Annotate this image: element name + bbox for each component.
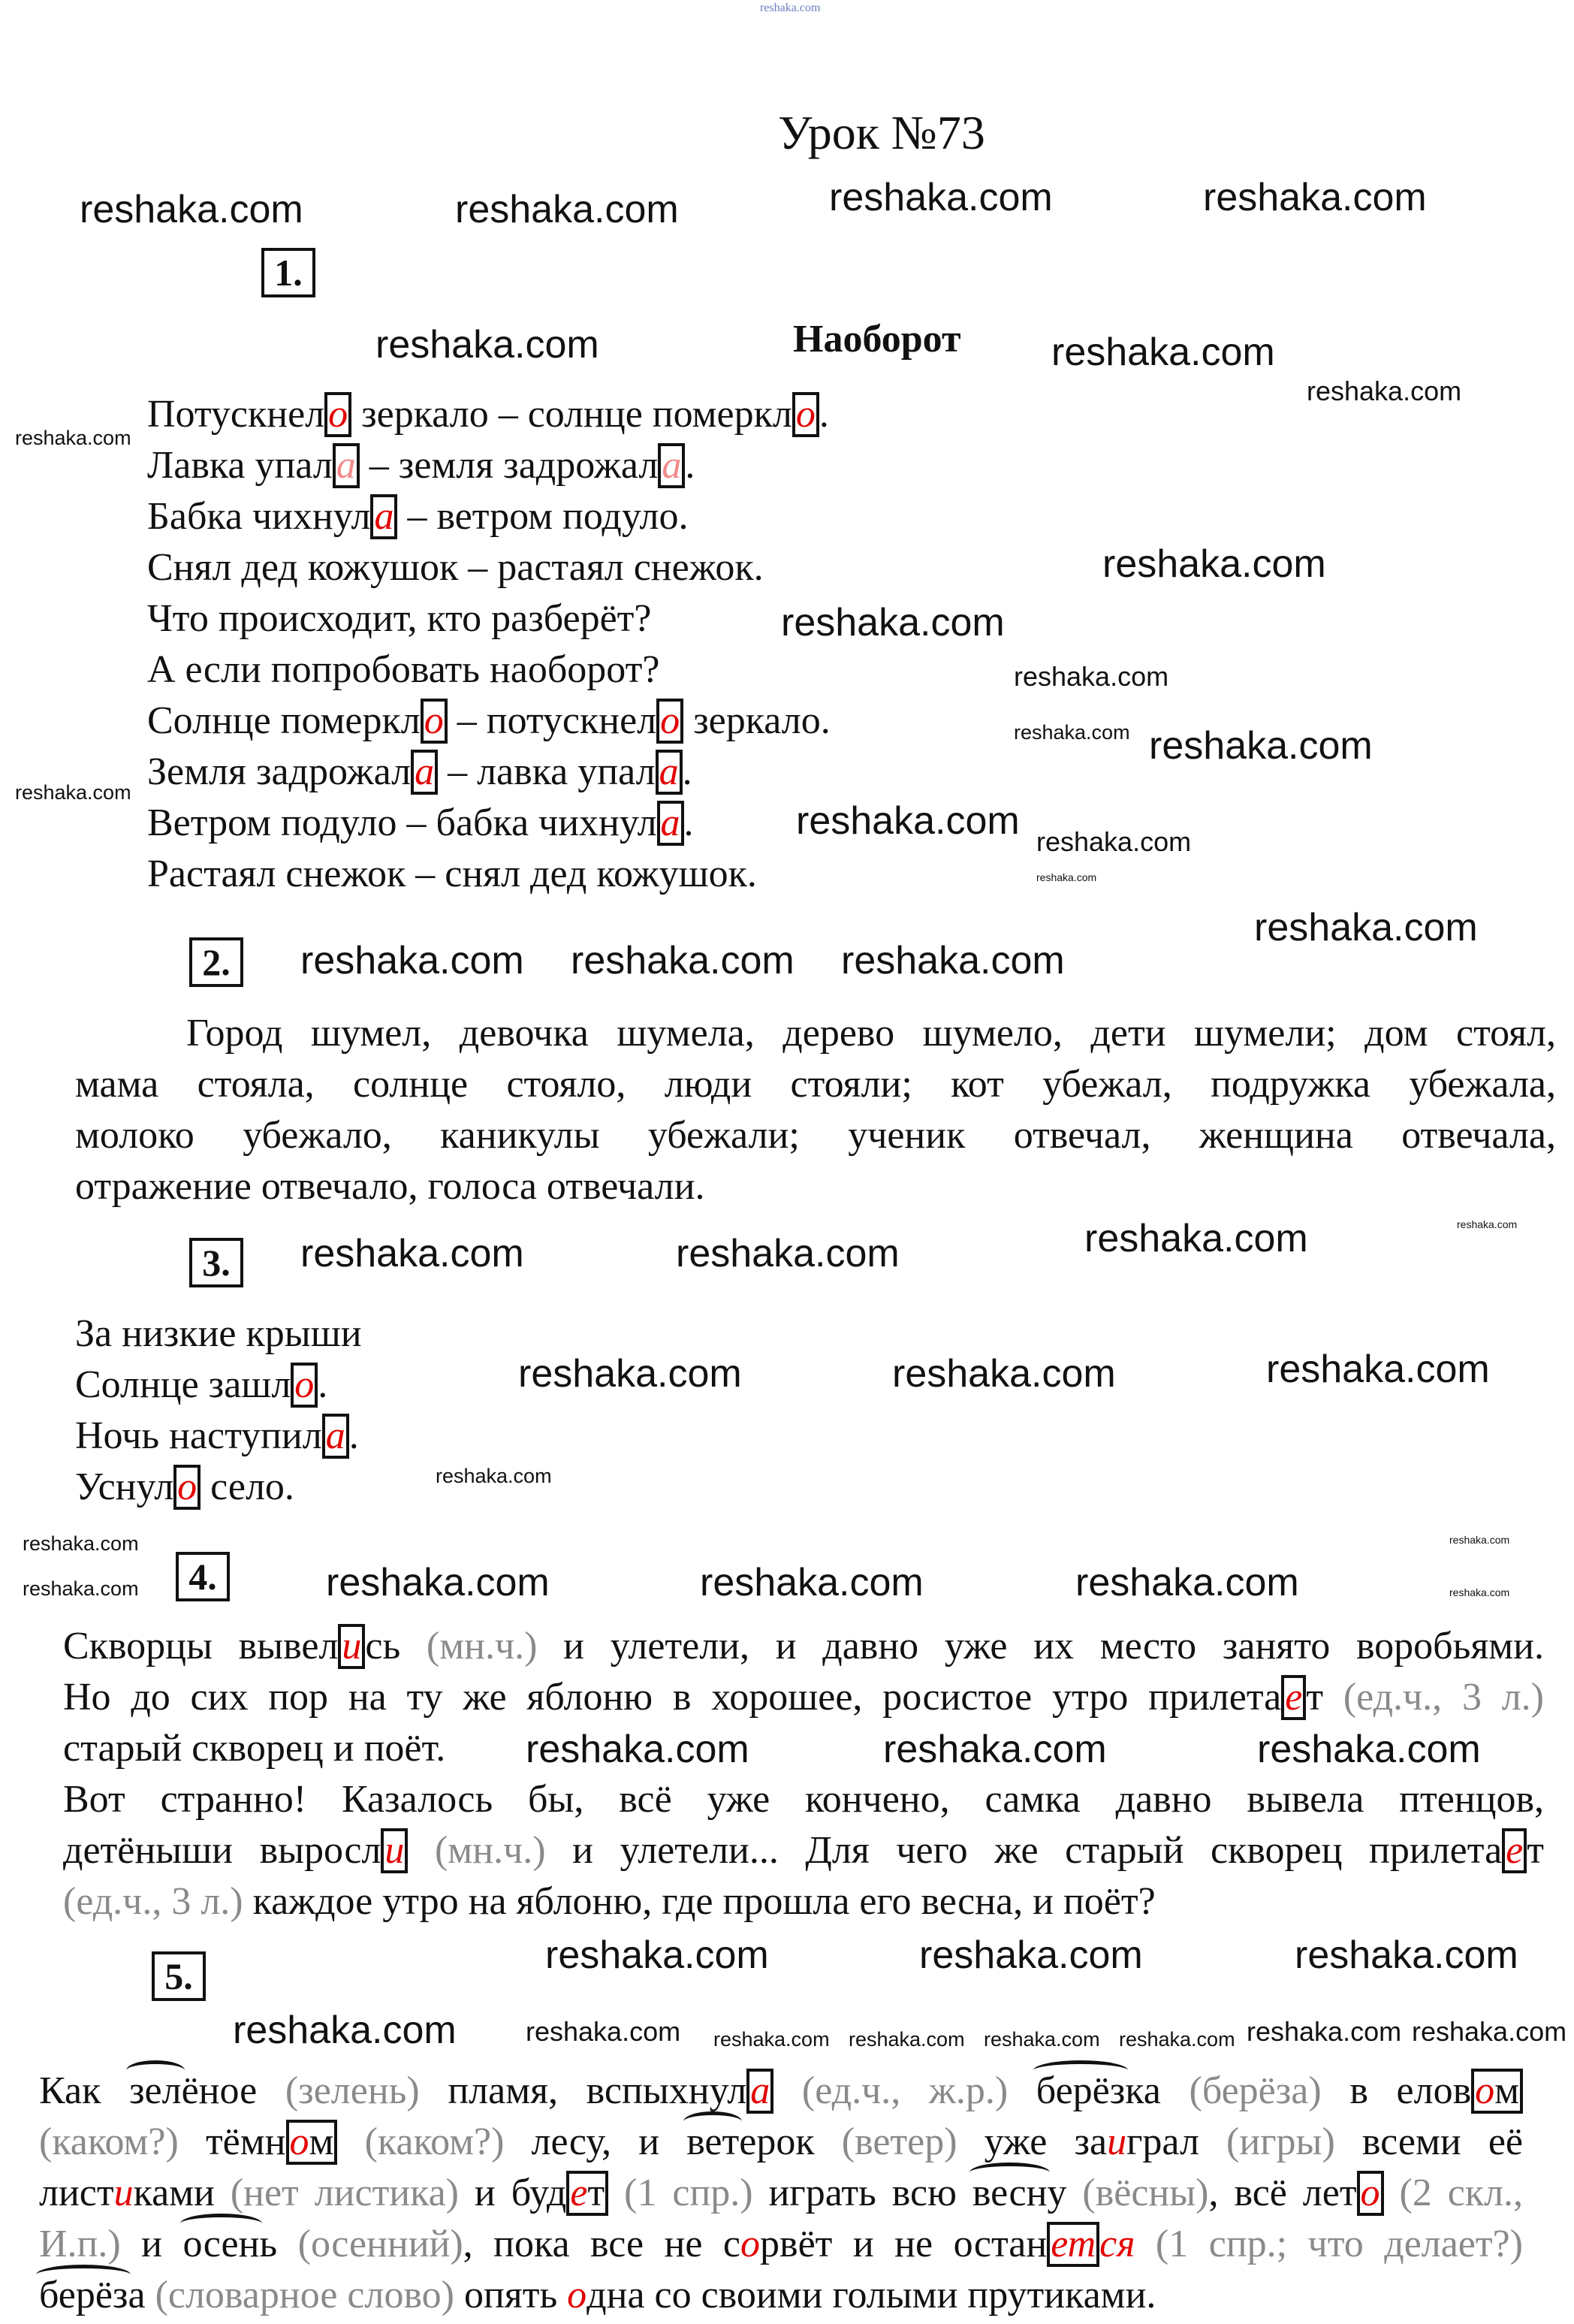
text-line xyxy=(39,2219,1523,2270)
watermark: reshaka.com xyxy=(1449,1586,1510,1598)
text-segment: зеркало. xyxy=(683,699,831,742)
text-line xyxy=(39,2168,1523,2219)
ending-box xyxy=(657,801,684,846)
ending-box xyxy=(746,2069,773,2114)
grammar-hint: И.п.) xyxy=(39,2223,121,2265)
watermark: reshaka.com xyxy=(455,188,679,231)
highlighted-letter: о xyxy=(424,699,444,742)
word-root: берёз xyxy=(39,2274,128,2316)
text-line xyxy=(75,1110,1556,1161)
watermark: reshaka.com xyxy=(1014,661,1169,692)
text-line xyxy=(75,1308,362,1360)
ending-box xyxy=(1502,1828,1527,1873)
text-line xyxy=(75,1360,327,1411)
highlighted-letter: а xyxy=(374,495,394,538)
highlighted-letter: е xyxy=(570,2172,588,2214)
watermark: reshaka.com xyxy=(713,2028,830,2051)
text-segment: Но до сих пор на ту же яблоню в хорошее, росистое утро прилета xyxy=(63,1676,1282,1719)
grammar-hint: (1 спр.) xyxy=(624,2172,753,2214)
text-segment xyxy=(1135,2223,1155,2265)
text-segment: – земля задрожал xyxy=(359,444,659,487)
text-segment: а xyxy=(128,2274,155,2316)
grammar-hint: (вёсны) xyxy=(1082,2172,1209,2214)
watermark: reshaka.com xyxy=(1412,2016,1567,2047)
highlighted-letter: е xyxy=(1285,1676,1303,1719)
text-line xyxy=(75,1161,1556,1212)
text-segment: детёныши выросл xyxy=(63,1829,381,1872)
task-number-3: 3. xyxy=(189,1238,243,1287)
text-segment: . xyxy=(683,801,694,844)
text-segment: тёмн xyxy=(178,2120,286,2163)
text-segment: сь xyxy=(365,1625,427,1668)
ending-box xyxy=(1357,2171,1384,2216)
text-segment: А если попробовать наоборот? xyxy=(147,648,660,691)
watermark: reshaka.com xyxy=(23,1532,139,1555)
text-segment: и улетели... Для чего же старый скворец прилета xyxy=(545,1829,1503,1872)
grammar-hint: (ветер) xyxy=(841,2120,957,2163)
ending-box xyxy=(1047,2222,1099,2267)
grammar-hint: (каком?) xyxy=(364,2120,505,2163)
word-root: осен xyxy=(182,2223,260,2265)
watermark: reshaka.com xyxy=(436,1465,552,1487)
grammar-hint: (словарное слово) xyxy=(155,2274,454,2316)
text-line xyxy=(147,389,829,440)
text-line xyxy=(147,440,695,491)
text-segment: Скворцы вывел xyxy=(63,1625,339,1668)
watermark: reshaka.com xyxy=(781,601,1005,644)
ending-box xyxy=(1471,2069,1523,2114)
grammar-hint: (каком?) xyxy=(39,2120,179,2163)
highlighted-letter: а xyxy=(659,750,679,793)
text-segment: Бабка чихнул xyxy=(147,495,371,538)
text-segment: ками xyxy=(133,2172,231,2214)
watermark: reshaka.com xyxy=(545,1933,769,1977)
ending-box xyxy=(173,1465,201,1510)
text-segment xyxy=(337,2120,364,2163)
highlighted-letter: ся xyxy=(1099,2223,1135,2265)
text-segment: – ветром подуло. xyxy=(397,495,689,538)
highlighted-letter: а xyxy=(325,1414,345,1457)
ending-box xyxy=(566,2171,608,2216)
watermark: reshaka.com xyxy=(1254,906,1478,949)
text-line xyxy=(147,542,764,593)
text-segment: опять xyxy=(454,2274,568,2316)
text-segment: зеркало – солнце померкл xyxy=(351,393,792,436)
highlighted-letter: о xyxy=(740,2223,761,2265)
watermark: reshaka.com xyxy=(700,1561,924,1604)
text-line xyxy=(147,491,689,542)
highlighted-letter: и xyxy=(384,1829,405,1872)
highlighted-letter: ет xyxy=(1051,2223,1096,2265)
text-segment: т xyxy=(587,2172,605,2214)
watermark: reshaka.com xyxy=(984,2028,1100,2051)
text-segment: За низкие крыши xyxy=(75,1312,362,1355)
watermark: reshaka.com xyxy=(1295,1933,1518,1977)
text-segment: ь xyxy=(259,2223,298,2265)
ending-box xyxy=(658,443,685,488)
text-segment: каждое утро на яблоню, где прошла его весна, и поёт? xyxy=(243,1880,1156,1923)
watermark: reshaka.com xyxy=(571,939,795,982)
text-segment xyxy=(408,1829,435,1872)
highlighted-letter: о xyxy=(660,699,680,742)
text-segment xyxy=(608,2172,624,2214)
highlighted-letter: а xyxy=(336,444,356,487)
watermark: reshaka.com xyxy=(1036,826,1192,857)
highlighted-letter: а xyxy=(750,2069,770,2112)
watermark: reshaka.com xyxy=(1247,2016,1402,2047)
text-segment: Ночь наступил xyxy=(75,1414,322,1457)
watermark: reshaka.com xyxy=(676,1232,900,1275)
watermark: reshaka.com xyxy=(326,1561,550,1604)
text-segment: старый скворец и поёт. xyxy=(63,1727,446,1770)
text-segment: Лавка упал xyxy=(147,444,333,487)
watermark: reshaka.com xyxy=(1307,376,1462,406)
highlighted-letter: о xyxy=(328,393,348,436)
text-line xyxy=(147,593,651,644)
watermark: reshaka.com xyxy=(1075,1561,1299,1604)
highlighted-letter: о xyxy=(795,393,816,436)
watermark-top: reshaka.com xyxy=(760,2,821,14)
highlighted-letter: и xyxy=(113,2172,134,2214)
text-segment xyxy=(773,2069,802,2112)
text-segment: . xyxy=(685,444,695,487)
text-segment: отражение отвечало, голоса отвечали. xyxy=(75,1165,705,1208)
watermark: reshaka.com xyxy=(1084,1217,1308,1260)
text-segment: Солнце зашл xyxy=(75,1363,291,1406)
watermark: reshaka.com xyxy=(1266,1348,1490,1391)
watermark: reshaka.com xyxy=(15,427,131,449)
watermark: reshaka.com xyxy=(1102,542,1326,586)
watermark: reshaka.com xyxy=(1036,871,1097,883)
text-segment: в елов xyxy=(1321,2069,1472,2112)
watermark: reshaka.com xyxy=(883,1728,1107,1771)
ending-box xyxy=(411,750,438,795)
ending-box xyxy=(286,2120,338,2165)
text-segment: ерок xyxy=(739,2120,842,2163)
ending-box xyxy=(324,392,351,437)
highlighted-letter: а xyxy=(662,444,682,487)
highlighted-letter: о xyxy=(289,2120,309,2163)
text-segment: и xyxy=(120,2223,183,2265)
text-line xyxy=(39,2270,1523,2321)
watermark: reshaka.com xyxy=(1257,1728,1481,1771)
text-segment: рвёт и не остан xyxy=(760,2223,1048,2265)
ending-box xyxy=(370,494,397,539)
text-segment: Растаял снежок – снял дед кожушок. xyxy=(147,853,757,895)
watermark: reshaka.com xyxy=(300,1232,524,1275)
text-segment: Как xyxy=(39,2069,129,2112)
grammar-hint: (ед.ч., ж.р.) xyxy=(801,2069,1009,2112)
watermark: reshaka.com xyxy=(919,1933,1143,1977)
task-number-4: 4. xyxy=(176,1552,230,1601)
text-segment: лист xyxy=(39,2172,114,2214)
text-segment: молоко убежало, каникулы убежали; ученик отвечал, женщина отвечала, xyxy=(75,1114,1556,1157)
ending-box xyxy=(656,750,683,795)
highlighted-letter: о xyxy=(294,1363,315,1406)
text-line xyxy=(63,1672,1544,1723)
text-line xyxy=(75,1059,1556,1110)
highlighted-letter: а xyxy=(415,750,435,793)
text-segment: лесу, и xyxy=(504,2120,687,2163)
watermark: reshaka.com xyxy=(892,1352,1116,1396)
watermark: reshaka.com xyxy=(526,1728,749,1771)
text-segment: м xyxy=(309,2120,334,2163)
highlighted-letter: е xyxy=(1506,1829,1524,1872)
watermark: reshaka.com xyxy=(300,939,524,982)
word-root: зел xyxy=(129,2069,182,2112)
grammar-hint: (берёза) xyxy=(1189,2069,1322,2112)
watermark: reshaka.com xyxy=(15,781,131,804)
text-segment: , всё лет xyxy=(1208,2172,1357,2214)
highlighted-letter: о xyxy=(1475,2069,1495,2112)
text-line xyxy=(147,849,757,900)
text-segment: . xyxy=(819,393,829,436)
text-segment: и улетели, и давно уже их место занято воробьями. xyxy=(537,1625,1544,1668)
text-line xyxy=(63,1825,1544,1876)
text-segment: Солнце померкл xyxy=(147,699,421,742)
watermark: reshaka.com xyxy=(1149,724,1373,768)
watermark: reshaka.com xyxy=(841,939,1065,982)
text-segment: Что происходит, кто разберёт? xyxy=(147,597,652,640)
word-root: весн xyxy=(972,2172,1048,2214)
word-root: берёз xyxy=(1036,2069,1126,2112)
text-line xyxy=(39,2117,1523,2168)
ending-box xyxy=(421,699,448,744)
text-segment: грал xyxy=(1126,2120,1227,2163)
text-line xyxy=(75,1462,294,1513)
grammar-hint: (нет листика) xyxy=(230,2172,459,2214)
highlighted-letter: и xyxy=(1107,2120,1127,2163)
watermark: reshaka.com xyxy=(526,2016,681,2047)
watermark: reshaka.com xyxy=(23,1577,139,1600)
text-line xyxy=(147,798,694,849)
text-segment: у xyxy=(1047,2172,1083,2214)
watermark: reshaka.com xyxy=(1014,721,1130,744)
text-segment: пламя, вспыхнул xyxy=(419,2069,747,2112)
word-root: вет xyxy=(686,2120,740,2163)
task-number-5: 5. xyxy=(152,1951,206,2001)
poem-heading: Наоборот xyxy=(793,318,961,361)
text-segment: . xyxy=(318,1363,328,1406)
text-line xyxy=(39,2066,1523,2117)
text-segment: всеми её xyxy=(1334,2120,1524,2163)
highlighted-letter: о xyxy=(1360,2172,1380,2214)
ending-box xyxy=(291,1363,318,1408)
page-title: Урок №73 xyxy=(778,106,985,159)
ending-box xyxy=(792,392,819,437)
ending-box xyxy=(322,1414,349,1459)
text-segment: играть всю xyxy=(752,2172,972,2214)
text-segment xyxy=(1384,2172,1400,2214)
text-segment: – лавка упал xyxy=(438,750,656,793)
text-segment xyxy=(1008,2069,1036,2112)
task-number-2: 2. xyxy=(189,937,243,987)
text-segment: уже за xyxy=(957,2120,1108,2163)
text-segment: и буд xyxy=(459,2172,567,2214)
text-segment: Вот странно! Казалось бы, всё уже кончено, самка давно вывела птенцов, xyxy=(63,1778,1544,1821)
grammar-hint: (мн.ч.) xyxy=(426,1625,538,1668)
text-segment: т xyxy=(1527,1829,1544,1872)
text-line xyxy=(147,696,831,747)
text-segment: – потускнел xyxy=(447,699,657,742)
text-segment: село. xyxy=(201,1465,294,1508)
watermark: reshaka.com xyxy=(1449,1534,1510,1546)
highlighted-letter: а xyxy=(660,801,680,844)
text-segment: . xyxy=(682,750,692,793)
text-line xyxy=(186,1008,1556,1059)
watermark: reshaka.com xyxy=(1051,330,1275,374)
task-number-1: 1. xyxy=(261,248,315,297)
watermark: reshaka.com xyxy=(375,323,599,367)
grammar-hint: (ед.ч., 3 л.) xyxy=(63,1880,243,1923)
text-segment: Уснул xyxy=(75,1465,174,1508)
watermark: reshaka.com xyxy=(1457,1218,1518,1230)
text-segment: ка xyxy=(1125,2069,1190,2112)
text-segment: т xyxy=(1306,1676,1343,1719)
watermark: reshaka.com xyxy=(796,799,1020,843)
text-segment: Город шумел, девочка шумела, дерево шумело, дети шумели; дом стоял, xyxy=(186,1012,1556,1055)
grammar-hint: (1 спр.; что делает?) xyxy=(1155,2223,1523,2265)
text-segment: Ветром подуло – бабка чихнул xyxy=(147,801,657,844)
text-line xyxy=(63,1774,1544,1825)
highlighted-letter: о xyxy=(567,2274,587,2316)
ending-box xyxy=(656,699,683,744)
ending-box xyxy=(381,1828,408,1873)
highlighted-letter: о xyxy=(177,1465,198,1508)
grammar-hint: (игры) xyxy=(1226,2120,1335,2163)
highlighted-letter: и xyxy=(342,1625,362,1668)
text-segment: Снял дед кожушок – растаял снежок. xyxy=(147,546,764,589)
ending-box xyxy=(1281,1675,1306,1720)
text-line xyxy=(63,1876,1544,1927)
watermark: reshaka.com xyxy=(518,1352,742,1396)
text-segment: мама стояла, солнце стояло, люди стояли; кот убежал, подружка убежала, xyxy=(75,1063,1556,1106)
text-segment: Земля задрожал xyxy=(147,750,412,793)
watermark: reshaka.com xyxy=(80,188,303,231)
text-line xyxy=(63,1621,1544,1672)
text-line xyxy=(147,644,659,696)
text-segment: Потускнел xyxy=(147,393,325,436)
text-segment: ёное xyxy=(181,2069,285,2112)
ending-box xyxy=(338,1624,365,1669)
grammar-hint: (мн.ч.) xyxy=(434,1829,546,1872)
text-segment: , пока все не с xyxy=(463,2223,741,2265)
watermark: reshaka.com xyxy=(1119,2028,1235,2051)
watermark: reshaka.com xyxy=(849,2028,965,2051)
text-segment: дна со своими голыми прутиками. xyxy=(586,2274,1156,2316)
watermark: reshaka.com xyxy=(829,176,1053,219)
grammar-hint: (осенний) xyxy=(297,2223,463,2265)
ending-box xyxy=(333,443,360,488)
grammar-hint: (ед.ч., 3 л.) xyxy=(1343,1676,1544,1719)
text-segment: м xyxy=(1494,2069,1520,2112)
text-line xyxy=(75,1411,359,1462)
text-line xyxy=(147,747,692,798)
grammar-hint: (2 скл., xyxy=(1399,2172,1524,2214)
grammar-hint: (зелень) xyxy=(285,2069,420,2112)
watermark: reshaka.com xyxy=(233,2009,457,2052)
text-segment: . xyxy=(348,1414,359,1457)
watermark: reshaka.com xyxy=(1203,176,1427,219)
